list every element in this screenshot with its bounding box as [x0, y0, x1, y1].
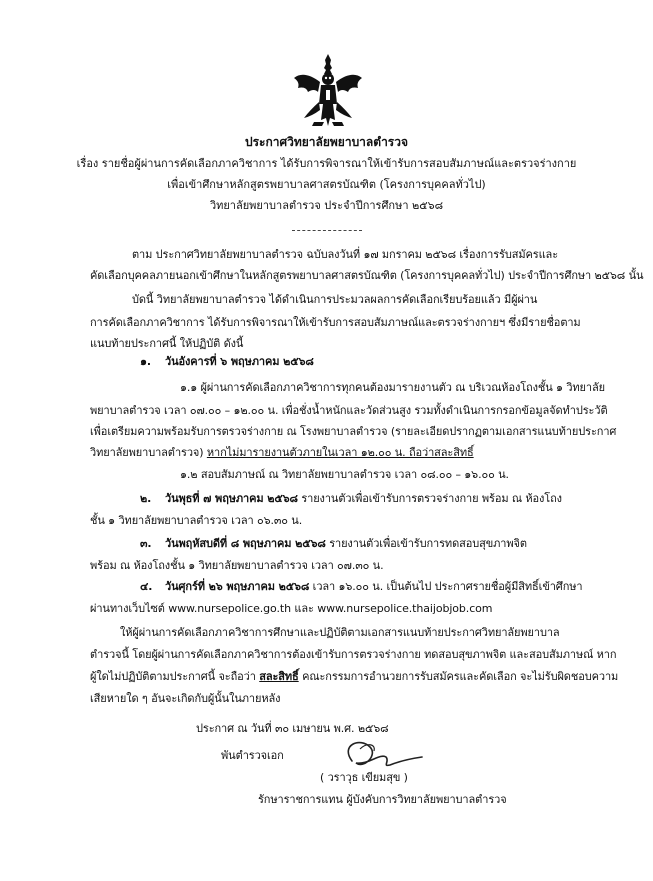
item-3-number: ๓. [140, 537, 152, 550]
item-3-line-1-rest: รายงานตัวเพื่อเข้ารับการทดสอบสุขภาพจิต [329, 537, 527, 550]
item-2-line-2: ชั้น ๑ วิทยาลัยพยาบาลตำรวจ เวลา ๐๖.๓๐ น. [90, 514, 303, 527]
closing-line-3-c: คณะกรรมการอำนวยการรับสมัครและคัดเลือก จะไม่รับผิดชอบความ [302, 670, 619, 683]
item-2-line-1-rest: รายงานตัวเพื่อเข้ารับการตรวจร่างกาย พร้อม ณ ห้องโถง [301, 492, 562, 505]
item-4-line-2: ผ่านทางเว็บไซต์ www.nursepolice.go.th และ www.nursepolice.thaijobjob.com [90, 602, 493, 615]
intro-paragraph-1-line-2: คัดเลือกบุคคลภายนอกเข้าศึกษาในหลักสูตรพยาบาลศาสตรบัณฑิต (โครงการบุคคลทั่วไป) ประจำปีการศึกษา ๒๕๖๘ นั้น [90, 269, 644, 282]
closing-line-2: ตำรวจนี้ โดยผู้ผ่านการคัดเลือกภาควิชาการต้องเข้ารับการตรวจร่างกาย ทดสอบสุขภาพจิต และสอบสัมภาษณ์ หาก [90, 648, 617, 661]
signatory-rank: พันตำรวจเอก [221, 749, 284, 762]
item-4-heading: วันศุกร์ที่ ๒๖ พฤษภาคม ๒๕๖๘ [165, 580, 310, 593]
item-4-line-1 [165, 577, 582, 595]
item-1-1-line-1: ๑.๑ ผู้ผ่านการคัดเลือกภาควิชาการทุกคนต้องมารายงานตัว ณ บริเวณห้องโถงชั้น ๑ วิทยาลัย [180, 381, 605, 394]
intro-paragraph-1-line-1: ตาม ประกาศวิทยาลัยพยาบาลตำรวจ ฉบับลงวันที่ ๑๗ มกราคม ๒๕๖๘ เรื่องการรับสมัครและ [132, 248, 559, 261]
item-1-1-line-4-text: วิทยาลัยพยาบาลตำรวจ) [90, 446, 204, 459]
intro-paragraph-2-line-2: การคัดเลือกภาควิชาการ ได้รับการพิจารณาให้เข้ารับการสอบสัมภาษณ์และตรวจร่างกายฯ ซึ่งมีรายชื่อตาม [90, 316, 581, 329]
subject-line-2: เพื่อเข้าศึกษาหลักสูตรพยาบาลศาสตรบัณฑิต (โครงการบุคคลทั่วไป) [167, 178, 486, 191]
item-3-line-2: พร้อม ณ ห้องโถงชั้น ๑ วิทยาลัยพยาบาลตำรวจ เวลา ๐๗.๓๐ น. [90, 559, 384, 572]
announcement-date: ประกาศ ณ วันที่ ๓๐ เมษายน พ.ศ. ๒๕๖๘ [196, 722, 389, 735]
subject-line-3: วิทยาลัยพยาบาลตำรวจ ประจำปีการศึกษา ๒๕๖๘ [209, 199, 444, 212]
forfeit-emphasis: สละสิทธิ์ [259, 670, 299, 683]
item-2-heading: วันพุธที่ ๗ พฤษภาคม ๒๕๖๘ [165, 492, 298, 505]
subject-line-1: เรื่อง รายชื่อผู้ผ่านการคัดเลือกภาควิชาการ ได้รับการพิจารณาให้เข้ารับการสอบสัมภาษณ์และตรวจร่างกาย [76, 157, 577, 170]
announcement-title: ประกาศวิทยาลัยพยาบาลตำรวจ [244, 135, 409, 149]
item-2-number: ๒. [140, 492, 152, 505]
item-2-line-1 [165, 489, 562, 507]
item-4-line-1-rest: เวลา ๑๖.๐๐ น. เป็นต้นไป ประกาศรายชื่อผู้มีสิทธิ์เข้าศึกษา [312, 580, 583, 593]
item-1-1-line-3: เพื่อเตรียมความพร้อมรับการตรวจร่างกาย ณ โรงพยาบาลตำรวจ (รายละเอียดปรากฏตามเอกสารแนบท้ายประกาศ [90, 425, 617, 438]
item-1-2: ๑.๒ สอบสัมภาษณ์ ณ วิทยาลัยพยาบาลตำรวจ เวลา ๐๘.๐๐ – ๑๖.๐๐ น. [180, 468, 509, 481]
garuda-emblem-icon [290, 52, 366, 130]
title-divider [292, 230, 362, 231]
signatory-name: ( วราวุธ เขียมสุข ) [320, 771, 408, 784]
closing-line-3-a: ผู้ใดไม่ปฏิบัติตามประกาศนี้ จะถือว่า [90, 670, 256, 683]
item-1-1-deadline-warning: หากไม่มารายงานตัวภายในเวลา ๑๒.๐๐ น. ถือว่าสละสิทธิ์ [206, 446, 474, 459]
item-1-1-line-2: พยาบาลตำรวจ เวลา ๐๗.๐๐ – ๑๒.๐๐ น. เพื่อชั่งน้ำหนักและวัดส่วนสูง รวมทั้งดำเนินการกรอกข้อมูลจัดทำประวัติ [90, 404, 608, 417]
item-3-heading: วันพฤหัสบดีที่ ๘ พฤษภาคม ๒๕๖๘ [165, 537, 326, 550]
closing-line-1: ให้ผู้ผ่านการคัดเลือกภาควิชาการศึกษาและปฏิบัติตามเอกสารแนบท้ายประกาศวิทยาลัยพยาบาล [120, 626, 560, 639]
intro-paragraph-2-line-1: บัดนี้ วิทยาลัยพยาบาลตำรวจ ได้ดำเนินการประมวลผลการคัดเลือกเรียบร้อยแล้ว มีผู้ผ่าน [132, 293, 538, 306]
item-3-line-1 [165, 534, 527, 552]
signatory-position: รักษาราชการแทน ผู้บังคับการวิทยาลัยพยาบาลตำรวจ [258, 793, 507, 806]
item-1-number: ๑. [140, 355, 151, 368]
intro-paragraph-2-line-3: แนบท้ายประกาศนี้ ให้ปฏิบัติ ดังนี้ [90, 337, 244, 350]
closing-line-3 [90, 667, 618, 685]
item-4-number: ๔. [140, 580, 153, 593]
item-1-1-line-4 [90, 443, 474, 461]
closing-line-4: เสียหายใด ๆ อันจะเกิดกับผู้นั้นในภายหลัง [90, 692, 281, 705]
item-1-heading: วันอังคารที่ ๖ พฤษภาคม ๒๕๖๘ [165, 355, 314, 368]
